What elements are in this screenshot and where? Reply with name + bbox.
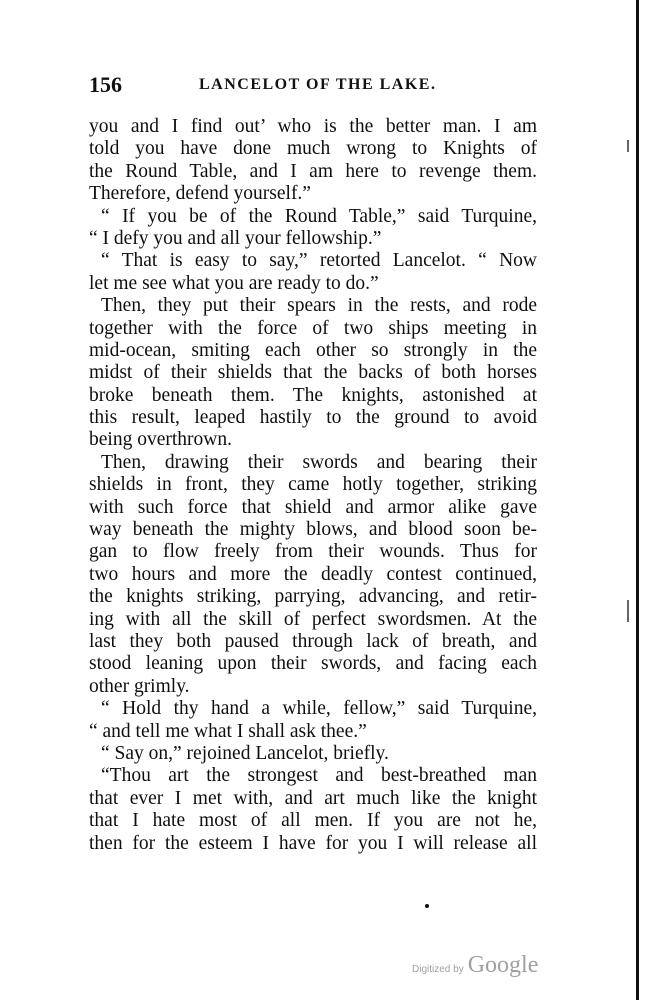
watermark-prefix: Digitized by (412, 964, 464, 975)
text-line: “ Hold thy hand a while, fellow,” said Turquine, (101, 698, 537, 720)
text-line: other grimly. (89, 675, 190, 697)
text-line: shields in front, they came hotly together, striking (89, 474, 537, 496)
text-line: that I hate most of all men. If you are not he, (89, 810, 537, 832)
text-line: together with the force of two ships meeting in (89, 317, 537, 339)
text-line: told you have done much wrong to Knights of (89, 138, 537, 160)
text-line: “ That is easy to say,” retorted Lancelot. “ Now (101, 250, 537, 272)
text-line: midst of their shields that the backs of both horses (89, 362, 537, 384)
text-line: stood leaning upon their swords, and facing each (89, 653, 537, 675)
ink-speck (425, 904, 429, 908)
text-line: then for the esteem I have for you I will release all (89, 832, 537, 854)
margin-mark (627, 140, 629, 152)
text-line: the Round Table, and I am here to revenge them. (89, 160, 537, 182)
scan-edge-line (636, 0, 639, 1000)
text-line: broke beneath them. The knights, astonished at (89, 384, 537, 406)
text-line: this result, leaped hastily to the ground to avoid (89, 407, 537, 429)
text-line: let me see what you are ready to do.” (89, 272, 379, 294)
margin-mark (627, 600, 629, 622)
text-line: being overthrown. (89, 429, 232, 451)
text-line: you and I find out’ who is the better man. I am (89, 116, 537, 137)
text-line: last they both paused through lack of breath, and (89, 630, 537, 652)
text-line: with such force that shield and armor alike gave (89, 496, 537, 518)
text-line: Then, drawing their swords and bearing their (101, 451, 537, 473)
text-line: that ever I met with, and art much like the knight (89, 787, 537, 809)
text-line: the knights striking, parrying, advancing, and retir- (89, 586, 537, 608)
text-line: “Thou art the strongest and best-breathed man (101, 765, 537, 787)
text-line: Then, they put their spears in the rests, and rode (101, 295, 537, 317)
running-title: LANCELOT OF THE LAKE. (199, 76, 437, 93)
text-line: gan to flow freely from their wounds. Thus for (89, 541, 537, 563)
google-logo: Google (467, 952, 539, 978)
text-line: “ I defy you and all your fellowship.” (89, 227, 382, 249)
digitized-watermark (412, 952, 538, 979)
body-text (89, 116, 537, 855)
text-line: way beneath the mighty blows, and blood soon be- (89, 519, 537, 541)
text-line: “ If you be of the Round Table,” said Turquine, (101, 205, 537, 227)
text-line: two hours and more the deadly contest continued, (89, 563, 537, 585)
text-line: “ and tell me what I shall ask thee.” (89, 720, 367, 742)
text-line: Therefore, defend yourself.” (89, 183, 311, 205)
text-line: “ Say on,” rejoined Lancelot, briefly. (101, 742, 389, 764)
text-line: mid-ocean, smiting each other so strongly in the (89, 339, 537, 361)
page-number: 156 (89, 72, 122, 97)
text-line: ing with all the skill of perfect swordsmen. At the (89, 608, 537, 630)
page-header (89, 72, 549, 102)
